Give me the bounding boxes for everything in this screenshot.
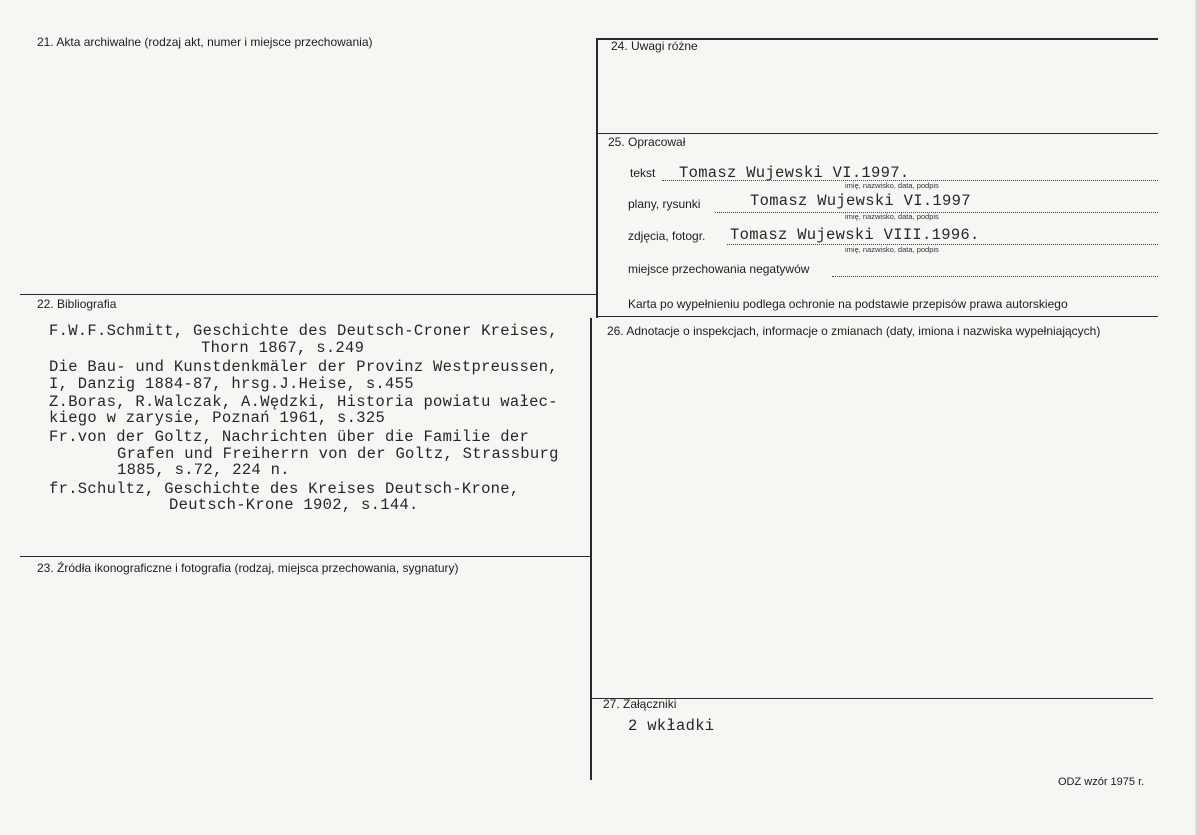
zdjecia-label: zdjęcia, fotogr. [628, 229, 706, 243]
biblio-line: Thorn 1867, s.249 [201, 339, 365, 357]
negatywy-label: miejsce przechowania negatywów [628, 262, 810, 276]
section-22-title: 22. Bibliografia [37, 297, 117, 311]
biblio-line: Die Bau- und Kunstdenkmäler der Provinz Westpreussen, [49, 358, 558, 376]
copyright-note: Karta po wypełnieniu podlega ochronie na podstawie przepisów prawa autorskiego [628, 297, 1068, 311]
biblio-line: fr.Schultz, Geschichte des Kreises Deutsch-Krone, [49, 480, 520, 498]
negatywy-dotted-line [832, 276, 1158, 277]
rule-24-25 [598, 133, 1158, 134]
page-edge [1195, 0, 1199, 835]
section-25-title: 25. Opracował [608, 135, 686, 149]
biblio-line: F.W.F.Schmitt, Geschichte des Deutsch-Croner Kreises, [49, 322, 558, 340]
section-24-title: 24. Uwagi różne [611, 39, 698, 53]
section-26-title: 26. Adnotacje o inspekcjach, informacje o zmianach (daty, imiona i nazwiska wypełniających) [607, 324, 1101, 338]
zdjecia-signature-note: imię, nazwisko, data, podpis [845, 245, 939, 254]
zdjecia-dotted-line [727, 244, 1158, 245]
tekst-value: Tomasz Wujewski VI.1997. [679, 164, 910, 182]
tekst-label: tekst [630, 166, 656, 180]
section-23-title: 23. Źródła ikonograficzne i fotografia (rodzaj, miejsca przechowania, sygnatury) [37, 561, 459, 575]
section-21-title: 21. Akta archiwalne (rodzaj akt, numer i miejsce przechowania) [37, 35, 373, 49]
biblio-line: Z.Boras, R.Walczak, A.Wędzki, Historia powiatu wałec- [49, 393, 558, 411]
center-divider [596, 38, 598, 318]
rule-25-26 [596, 316, 1158, 317]
attachments-value: 2 wkładki [628, 717, 715, 735]
biblio-line: Grafen und Freiherrn von der Goltz, Strassburg [117, 445, 559, 463]
plany-label: plany, rysunki [628, 197, 701, 211]
section-27-title: 27. Załączniki [603, 697, 677, 711]
center-divider-lower [590, 318, 592, 780]
plany-value: Tomasz Wujewski VI.1997 [750, 192, 971, 210]
rule-21-22 [20, 294, 597, 295]
biblio-line: kiego w zarysie, Poznań 1961, s.325 [49, 409, 386, 427]
zdjecia-value: Tomasz Wujewski VIII.1996. [730, 226, 980, 244]
biblio-line: I, Danzig 1884-87, hrsg.J.Heise, s.455 [49, 375, 414, 393]
biblio-line: 1885, s.72, 224 n. [117, 461, 290, 479]
tekst-signature-note: imię, nazwisko, data, podpis [845, 181, 939, 190]
form-reference: ODZ wzór 1975 r. [1058, 776, 1145, 788]
biblio-line: Deutsch-Krone 1902, s.144. [169, 496, 419, 514]
rule-22-23 [20, 556, 591, 557]
biblio-line: Fr.von der Goltz, Nachrichten über die Familie der [49, 428, 530, 446]
plany-signature-note: imię, nazwisko, data, podpis [845, 212, 939, 221]
